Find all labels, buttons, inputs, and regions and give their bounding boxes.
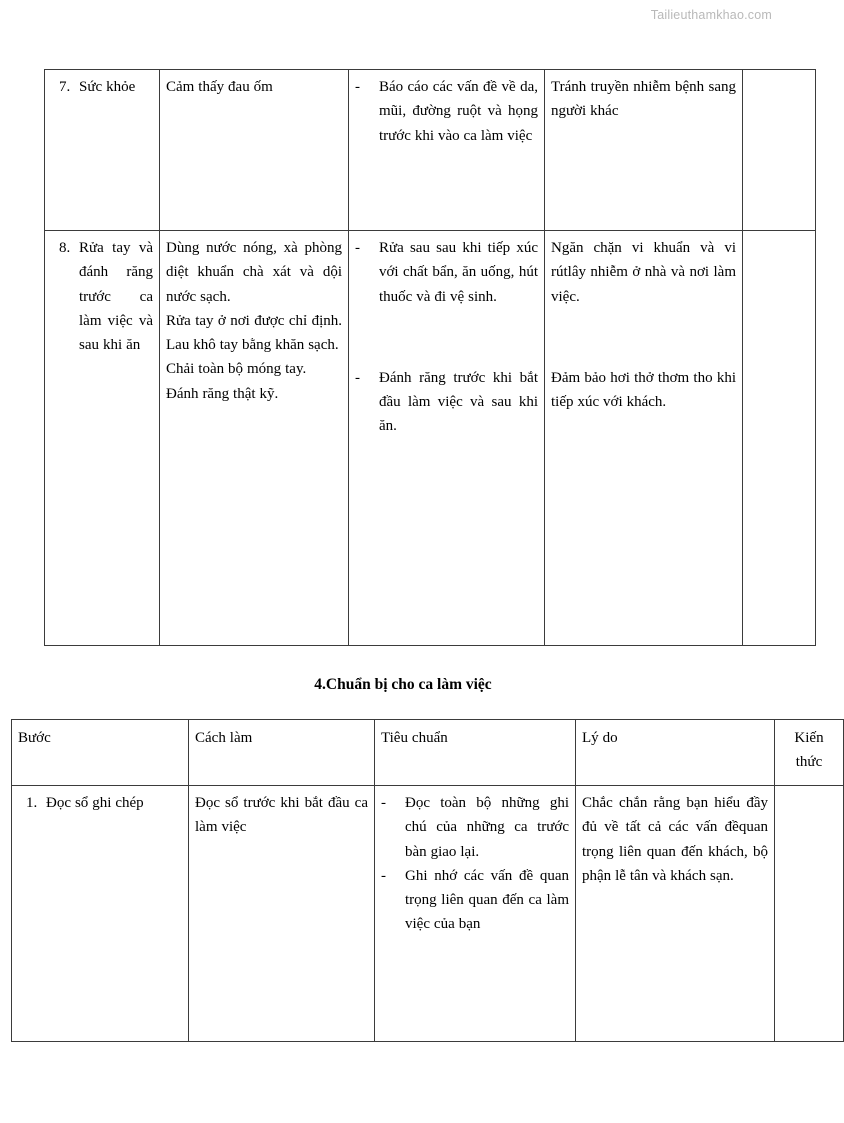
dash-bullet-icon: - bbox=[355, 369, 360, 386]
shift-preparation-table bbox=[11, 719, 844, 1042]
dash-bullet-icon: - bbox=[381, 867, 386, 884]
bullet-item bbox=[355, 236, 538, 309]
watermark-text: Tailieuthamkhao.com bbox=[650, 8, 772, 22]
bullet-item bbox=[355, 366, 538, 439]
cell-step bbox=[45, 70, 160, 231]
table-row bbox=[45, 231, 816, 646]
cell-standard bbox=[349, 231, 545, 646]
how-paragraph: Đánh răng thật kỹ. bbox=[166, 385, 279, 402]
section-heading: 4.Chuẩn bị cho ca làm việc bbox=[314, 676, 492, 693]
column-header-reason bbox=[576, 720, 775, 786]
bullet-text: Rửa sau sau khi tiếp xúc với chất bẩn, ăn uống, hút thuốc và đi vệ sinh. bbox=[379, 240, 538, 305]
cell-how bbox=[189, 786, 375, 1042]
dash-bullet-icon: - bbox=[381, 795, 386, 811]
header-label: Lý do bbox=[582, 730, 618, 746]
cell-reason bbox=[576, 786, 775, 1042]
column-header-standard bbox=[375, 720, 576, 786]
cell-knowledge bbox=[743, 231, 816, 646]
cell-step bbox=[12, 786, 189, 1042]
reason-text: Tránh truyền nhiễm bệnh sang người khác bbox=[551, 79, 736, 120]
how-text: Cảm thấy đau ốm bbox=[166, 79, 273, 95]
column-header-how bbox=[189, 720, 375, 786]
table-header-row bbox=[12, 720, 844, 786]
cell-reason bbox=[545, 70, 743, 231]
how-text: Đọc sổ trước khi bắt đầu ca làm việc bbox=[195, 795, 368, 836]
cell-spacer bbox=[551, 309, 736, 366]
cell-spacer bbox=[355, 309, 538, 366]
cell-reason bbox=[545, 231, 743, 646]
cell-how bbox=[160, 70, 349, 231]
header-label: Cách làm bbox=[195, 730, 253, 746]
bullet-text: Ghi nhớ các vấn đề quan trọng liên quan đến ca làm việc của bạn bbox=[405, 867, 569, 933]
row-number: 8. bbox=[59, 240, 71, 256]
cell-how bbox=[160, 231, 349, 646]
cell-standard bbox=[375, 786, 576, 1042]
reason-text: Đảm bảo hơi thở thơm tho khi tiếp xúc với khách. bbox=[551, 369, 736, 411]
step-text: Rửa tay và đánh răng trước ca làm việc và sau khi ăn bbox=[79, 240, 153, 354]
bullet-item bbox=[381, 791, 569, 864]
how-paragraph: Rửa tay ở nơi được chỉ định. Lau khô tay bằng khăn sạch. bbox=[166, 312, 342, 354]
dash-bullet-icon: - bbox=[355, 79, 360, 95]
how-paragraph: Dùng nước nóng, xà phòng diệt khuẩn chà xát và dội nước sạch. bbox=[166, 240, 342, 305]
header-label-line2: thức bbox=[795, 754, 823, 771]
how-paragraph: Chải toàn bộ móng tay. bbox=[166, 361, 307, 378]
cell-step bbox=[45, 231, 160, 646]
reason-text: Ngăn chặn vi khuẩn và vi rútlây nhiễm ở nhà và nơi làm việc. bbox=[551, 240, 736, 305]
bullet-item bbox=[381, 864, 569, 937]
cell-knowledge bbox=[775, 786, 844, 1042]
header-label-line1: Kiến bbox=[794, 730, 824, 746]
bullet-text: Đánh răng trước khi bắt đầu làm việc và sau khi ăn. bbox=[379, 369, 538, 435]
column-header-knowledge bbox=[775, 720, 844, 786]
hygiene-rules-table bbox=[44, 69, 816, 646]
dash-bullet-icon: - bbox=[355, 240, 360, 256]
cell-standard bbox=[349, 70, 545, 231]
row-number: 7. bbox=[59, 79, 71, 95]
header-label: Tiêu chuẩn bbox=[381, 730, 448, 746]
bullet-item bbox=[355, 75, 538, 148]
bullet-text: Đọc toàn bộ những ghi chú của những ca trước bàn giao lại. bbox=[405, 795, 569, 860]
table-row bbox=[12, 786, 844, 1042]
header-label: Bước bbox=[18, 730, 51, 746]
step-text: Sức khỏe bbox=[79, 79, 136, 95]
table-row bbox=[45, 70, 816, 231]
step-text: Đọc sổ ghi chép bbox=[46, 795, 144, 811]
row-number: 1. bbox=[26, 795, 38, 811]
bullet-text: Báo cáo các vấn đề về da, mũi, đường ruột và họng trước khi vào ca làm việc bbox=[379, 79, 538, 144]
reason-text: Chắc chắn rằng bạn hiểu đầy đủ về tất cả các vấn đềquan trọng liên quan đến khách, bộ phận lễ tân và khách sạn. bbox=[582, 795, 768, 884]
cell-knowledge bbox=[743, 70, 816, 231]
column-header-step bbox=[12, 720, 189, 786]
